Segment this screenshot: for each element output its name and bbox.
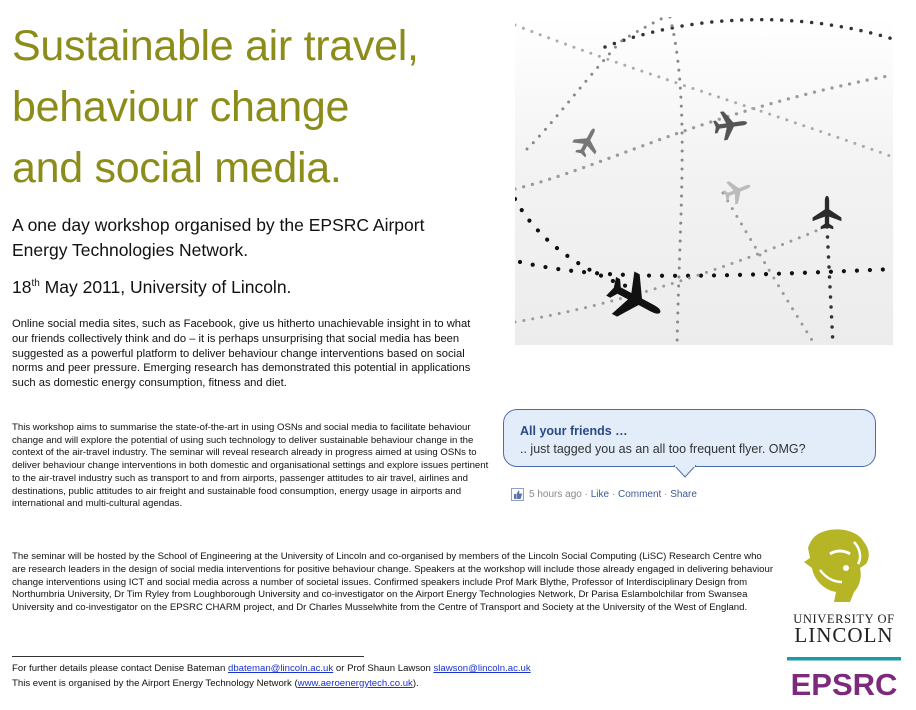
separator: · — [609, 489, 618, 500]
contact-line — [12, 663, 531, 675]
facebook-activity-bar — [511, 488, 697, 501]
date-day: 18 — [12, 276, 32, 297]
lincoln-text: LINCOLN — [794, 623, 894, 644]
bubble-message: .. just tagged you as an all too frequent flyer. OMG? — [520, 442, 806, 456]
aims-paragraph: This workshop aims to summarise the state-of-the-art in using OSNs and social media to facilitate behaviour change and will explore the potential of using such technology to deliver sustainable behaviour change in the context of the air-travel industry. The seminar will reveal research already in progress aimed at using OSNs to deliver behaviour change interventions in both domestic and organisational settings and explore issues pertinent to the air-travel industry such as transport to and from airports, passenger attitudes to air travel, airlines and destinations, public attitudes to air freight and sustainable food consumption, energy usage in airports and international and multi-cultural agendas. — [12, 422, 489, 510]
contact-text-b: or Prof Shaun Lawson — [333, 663, 434, 674]
organiser-text-a: This event is organised by the Airport Energy Technology Network ( — [12, 678, 298, 689]
separator: · — [581, 489, 591, 500]
epsrc-text: EPSRC — [790, 667, 898, 701]
speech-bubble — [503, 409, 878, 469]
organiser-line — [12, 678, 419, 690]
email-link-bateman[interactable]: dbateman@lincoln.ac.uk — [227, 663, 334, 674]
university-of-text: UNIVERSITY OF — [793, 612, 895, 626]
minerva-head-icon — [804, 529, 869, 602]
comment-link[interactable]: Comment — [617, 489, 662, 500]
speakers-paragraph: The seminar will be hosted by the School of Engineering at the University of Lincoln and co-organised by members of the Lincoln Social Computing (LiSC) Research Centre who are research leaders in the design of social media interventions for positive behaviour change. Speakers at the workshop will include those already engaged in delivering behaviour change interventions using ICT and social media across a number of societal issues. Confirmed speakers include Prof Mark Blythe, Professor of Interdisciplinary Design from Northumbria University, Dr Tim Ryley from Loughborough University and co-investigator on the Airport Energy Technologies Network, Dr Parisa Eslambolchilar from Swansea University and co-investigator on the EPSRC CHARM project, and Dr Charles Musselwhite from the Centre of Transport and Society at the University of the West of England. — [12, 551, 774, 614]
website-link[interactable]: www.aeroenergytech.co.uk — [297, 678, 413, 689]
epsrc-logo — [787, 657, 901, 701]
flight-paths-illustration — [515, 17, 893, 345]
bubble-title: All your friends … — [520, 424, 628, 438]
speech-bubble-tail — [673, 465, 697, 479]
event-date — [12, 272, 291, 299]
share-link[interactable]: Share — [670, 489, 697, 500]
like-link[interactable]: Like — [590, 489, 610, 500]
post-timestamp: 5 hours ago — [529, 489, 582, 500]
date-suffix: th — [31, 278, 40, 289]
title-line-2: behaviour change — [12, 83, 350, 131]
poster-title — [12, 16, 419, 199]
contact-text-a: For further details please contact Denise Bateman — [12, 663, 228, 674]
workshop-subtitle: A one day workshop organised by the EPSRC Airport Energy Technologies Network. — [12, 215, 425, 260]
separator: · — [661, 489, 671, 500]
organiser-text-b: ). — [412, 678, 419, 689]
footer-divider — [12, 656, 364, 657]
epsrc-bar — [787, 657, 901, 661]
intro-paragraph: Online social media sites, such as Facebook, give us hitherto unachievable insight in to what our friends collectively think and do – it is perhaps unsurprising that social media has been suggested as a powerful platform to deliver behaviour change interventions based on social norms and peer pressure. Emerging research has demonstrated this potential in applications such as domestic energy consumption, fitness and diet. — [12, 318, 471, 390]
email-link-lawson[interactable]: slawson@lincoln.ac.uk — [433, 663, 531, 674]
illustration-background — [515, 17, 893, 345]
thumbs-up-icon — [511, 488, 524, 501]
university-of-lincoln-logo — [780, 528, 908, 644]
date-rest: May 2011, University of Lincoln. — [39, 276, 292, 297]
title-line-1: Sustainable air travel, — [12, 22, 419, 70]
title-line-3: and social media. — [12, 144, 342, 192]
